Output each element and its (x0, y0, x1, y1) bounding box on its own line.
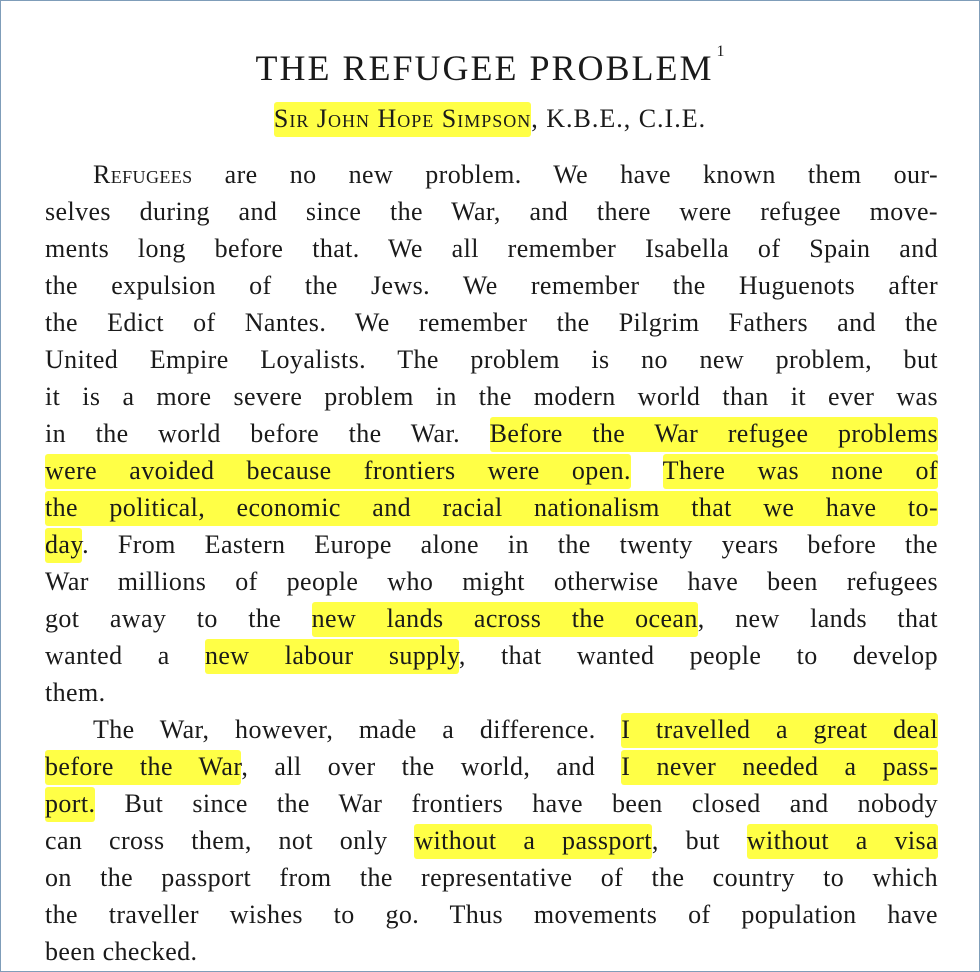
text-line (45, 267, 938, 304)
text-line (45, 378, 938, 415)
highlighted-text: There was none of (663, 454, 938, 489)
text-line (45, 822, 938, 859)
author-name-highlight (274, 102, 531, 137)
footnote-marker: 1 (716, 43, 725, 60)
text-run: ments long before that. We all remember Isabella of Spain and (45, 234, 938, 263)
text-line (45, 452, 938, 489)
text-line (45, 748, 938, 785)
text-run: War millions of people who might otherwise have been refugees (45, 567, 938, 596)
text-run: , new lands that (697, 604, 938, 633)
text-run: it is a more severe problem in the modern world than it ever was (45, 382, 938, 411)
text-line (45, 230, 938, 267)
highlighted-text: without a passport (414, 824, 652, 859)
text-run: United Empire Loyalists. The problem is no new problem, but (45, 345, 938, 374)
text-line (45, 637, 938, 674)
text-run: wanted a (45, 641, 205, 670)
author-honours: , K.B.E., C.I.E. (531, 104, 707, 133)
text-run: The War, however, made a difference. (93, 715, 622, 744)
text-line (45, 193, 938, 230)
text-run: But since the War frontiers have been closed and nobody (95, 789, 938, 818)
text-run: , that wanted people to develop (458, 641, 938, 670)
text-line (93, 156, 938, 193)
highlighted-text: Before the War refugee problems (490, 417, 938, 452)
text-line (45, 896, 938, 933)
document-title (1, 27, 979, 93)
highlighted-text: the political, economic and racial nationalism that we have to- (45, 491, 938, 526)
text-line (45, 304, 938, 341)
text-run: the expulsion of the Jews. We remember the Huguenots after (45, 271, 938, 300)
text-run: selves during and since the War, and there were refugee move- (45, 197, 938, 226)
text-line (45, 489, 938, 526)
highlighted-text: port. (45, 787, 95, 822)
text-line (45, 341, 938, 378)
text-run: . From Eastern Europe alone in the twenty years before the (82, 530, 938, 559)
text-run: got away to the (45, 604, 312, 633)
author-line (1, 99, 979, 139)
text-run: , all over the world, and (241, 752, 622, 781)
text-run: them. (45, 678, 106, 707)
highlighted-text: before the War (45, 750, 241, 785)
highlighted-text: were avoided because frontiers were open. (45, 454, 631, 489)
text-run: the Edict of Nantes. We remember the Pilgrim Fathers and the (45, 308, 938, 337)
text-line (45, 563, 938, 600)
text-line (93, 711, 938, 748)
highlighted-text: new labour supply (205, 639, 459, 674)
author-title: Sir (273, 104, 310, 133)
text-run: been checked. (45, 937, 198, 966)
text-line (45, 600, 938, 637)
highlighted-text: day (45, 528, 82, 563)
text-run: are no new problem. We have known them our- (192, 160, 938, 189)
text-line (45, 415, 938, 452)
text-line (45, 859, 938, 896)
text-line (45, 933, 197, 970)
text-run: , but (651, 826, 747, 855)
text-line (45, 526, 938, 563)
author-name: John Hope Simpson (316, 104, 532, 133)
text-run: Refugees (93, 160, 193, 189)
highlighted-text: new lands across the ocean (312, 602, 698, 637)
text-run: in the world before the War. (45, 419, 490, 448)
highlighted-text: I travelled a great deal (621, 713, 938, 748)
text-line (45, 785, 938, 822)
title-text: THE REFUGEE PROBLEM (255, 48, 714, 88)
highlighted-text: without a visa (747, 824, 938, 859)
text-run: can cross them, not only (45, 826, 415, 855)
text-run: on the passport from the representative of the country to which (45, 863, 938, 892)
text-line (45, 674, 106, 711)
highlighted-text: I never needed a pass- (621, 750, 938, 785)
text-run: the traveller wishes to go. Thus movements of population have (45, 900, 938, 929)
text-run (631, 456, 663, 485)
